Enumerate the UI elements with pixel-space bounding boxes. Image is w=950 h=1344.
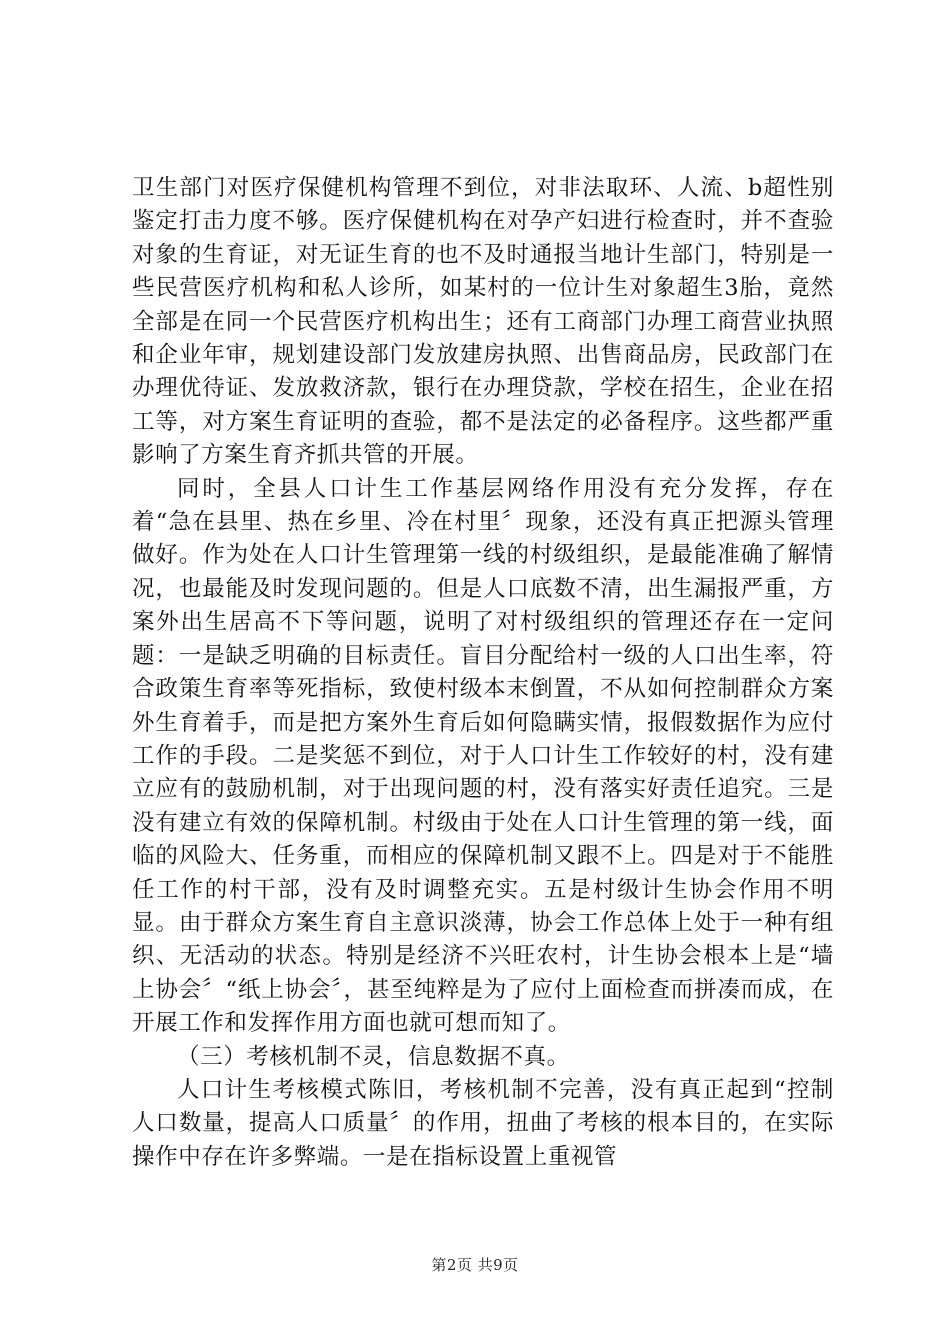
paragraph-2: 同时，全县人口计生工作基层网络作用没有充分发挥，存在着“急在县里、热在乡里、冷在村里〞现象，还没有真正把源头管理做好。作为处在人口计生管理第一线的村级组织，是最能准确了解情况，也最能及时发现问题的。但是人口底数不清，出生漏报严重，方案外出生居高不下等问题，说明了对村级组织的管理还存在一定问题：一是缺乏明确的目标责任。盲目分配给村一级的人口出生率，符合政策生育率等死指标，致使村级本末倒置，不从如何控制群众方案外生育着手，而是把方案外生育后如何隐瞒实情，报假数据作为应付工作的手段。二是奖惩不到位，对于人口计生工作较好的村，没有建立应有的鼓励机制，对于出现问题的村，没有落实好责任追究。三是没有建立有效的保障机制。村级由于处在人口计生管理的第一线，面临的风险大、任务重，而相应的保障机制又跟不上。四是对于不能胜任工作的村干部，没有及时调整充实。五是村级计生协会作用不明显。由于群众方案生育自主意识淡薄，协会工作总体上处于一种有组织、无活动的状态。特别是经济不兴旺农村，计生协会根本上是“墙上协会〞“纸上协会〞，甚至纯粹是为了应付上面检查而拼凑而成，在开展工作和发挥作用方面也就可想而知了。 (132, 475, 834, 1037)
document-body (132, 172, 834, 1174)
page-footer: 第2页 共9页 (431, 1256, 519, 1274)
paragraph-4: 人口计生考核模式陈旧，考核机制不完善，没有真正起到“控制人口数量，提高人口质量〞的作用，扭曲了考核的根本目的，在实际操作中存在许多弊端。一是在指标设置上重视管 (132, 1076, 834, 1170)
paragraph-1: 卫生部门对医疗保健机构管理不到位，对非法取环、人流、b超性别鉴定打击力度不够。医疗保健机构在对孕产妇进行检查时，并不查验对象的生育证，对无证生育的也不及时通报当地计生部门，特别是一些民营医疗机构和私人诊所，如某村的一位计生对象超生3胎，竟然全部是在同一个民营医疗机构出生；还有工商部门办理工商营业执照和企业年审，规划建设部门发放建房执照、出售商品房，民政部门在办理优待证、发放救济款，银行在办理贷款，学校在招生，企业在招工等，对方案生育证明的查验，都不是法定的必备程序。这些都严重影响了方案生育齐抓共管的开展。 (132, 175, 834, 469)
section-heading-3: （三）考核机制不灵，信息数据不真。 (177, 1043, 570, 1070)
